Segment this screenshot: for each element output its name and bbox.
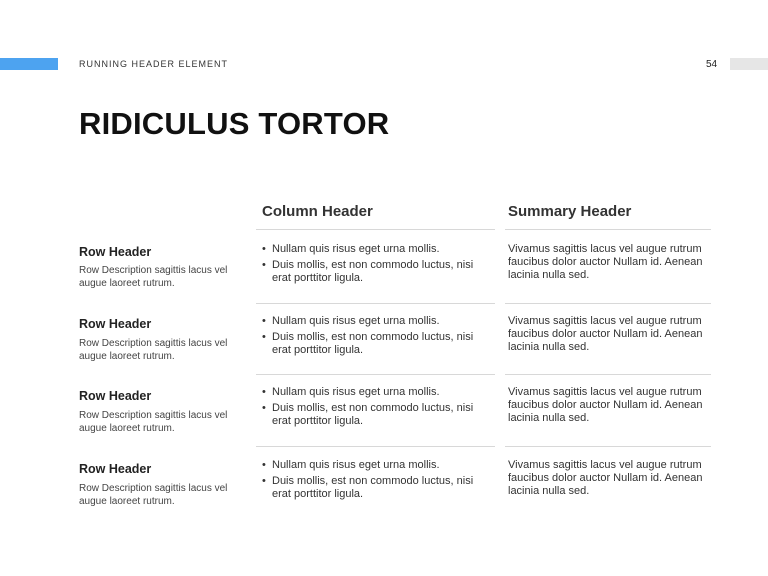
row-divider — [505, 303, 711, 304]
row-header: Row Header — [79, 317, 152, 331]
page-number: 54 — [706, 59, 718, 70]
bullet-list — [262, 243, 492, 288]
column-header: Column Header — [262, 203, 373, 220]
row-header: Row Header — [79, 389, 152, 403]
row-description: Row Description sagittis lacus vel augue laoreet rutrum. — [79, 338, 228, 362]
bullet-list — [262, 386, 492, 431]
accent-bar — [0, 58, 58, 70]
summary-text: Vivamus sagittis lacus vel augue rutrum faucibus dolor auctor Nullam id. Aenean lacinia nulla sed. — [508, 386, 703, 424]
row-divider — [505, 446, 711, 447]
header-divider — [256, 229, 495, 230]
bullet-item: • Duis mollis, est non commodo luctus, nisi erat porttitor ligula. — [262, 475, 492, 502]
bullet-item: • Duis mollis, est non commodo luctus, nisi erat porttitor ligula. — [262, 331, 492, 358]
bullet-list — [262, 459, 492, 504]
summary-header: Summary Header — [508, 203, 632, 220]
page-tab-bar — [730, 58, 768, 70]
bullet-item: • Nullam quis risus eget urna mollis. — [262, 386, 492, 400]
header-divider — [505, 229, 711, 230]
running-header: RUNNING HEADER ELEMENT — [79, 59, 229, 69]
row-description: Row Description sagittis lacus vel augue laoreet rutrum. — [79, 265, 228, 289]
page-title: RIDICULUS TORTOR — [79, 106, 390, 141]
bullet-item: • Duis mollis, est non commodo luctus, nisi erat porttitor ligula. — [262, 259, 492, 286]
summary-text: Vivamus sagittis lacus vel augue rutrum faucibus dolor auctor Nullam id. Aenean lacinia nulla sed. — [508, 315, 703, 353]
bullet-item: • Nullam quis risus eget urna mollis. — [262, 315, 492, 329]
summary-text: Vivamus sagittis lacus vel augue rutrum faucibus dolor auctor Nullam id. Aenean lacinia nulla sed. — [508, 459, 703, 497]
row-divider — [256, 303, 495, 304]
row-description: Row Description sagittis lacus vel augue laoreet rutrum. — [79, 410, 228, 434]
bullet-list — [262, 315, 492, 360]
row-divider — [256, 374, 495, 375]
row-description: Row Description sagittis lacus vel augue laoreet rutrum. — [79, 483, 228, 507]
bullet-item: • Nullam quis risus eget urna mollis. — [262, 243, 492, 257]
row-header: Row Header — [79, 462, 152, 476]
summary-text: Vivamus sagittis lacus vel augue rutrum faucibus dolor auctor Nullam id. Aenean lacinia nulla sed. — [508, 243, 703, 281]
row-divider — [256, 446, 495, 447]
row-header: Row Header — [79, 245, 152, 259]
bullet-item: • Nullam quis risus eget urna mollis. — [262, 459, 492, 473]
row-divider — [505, 374, 711, 375]
bullet-item: • Duis mollis, est non commodo luctus, nisi erat porttitor ligula. — [262, 402, 492, 429]
